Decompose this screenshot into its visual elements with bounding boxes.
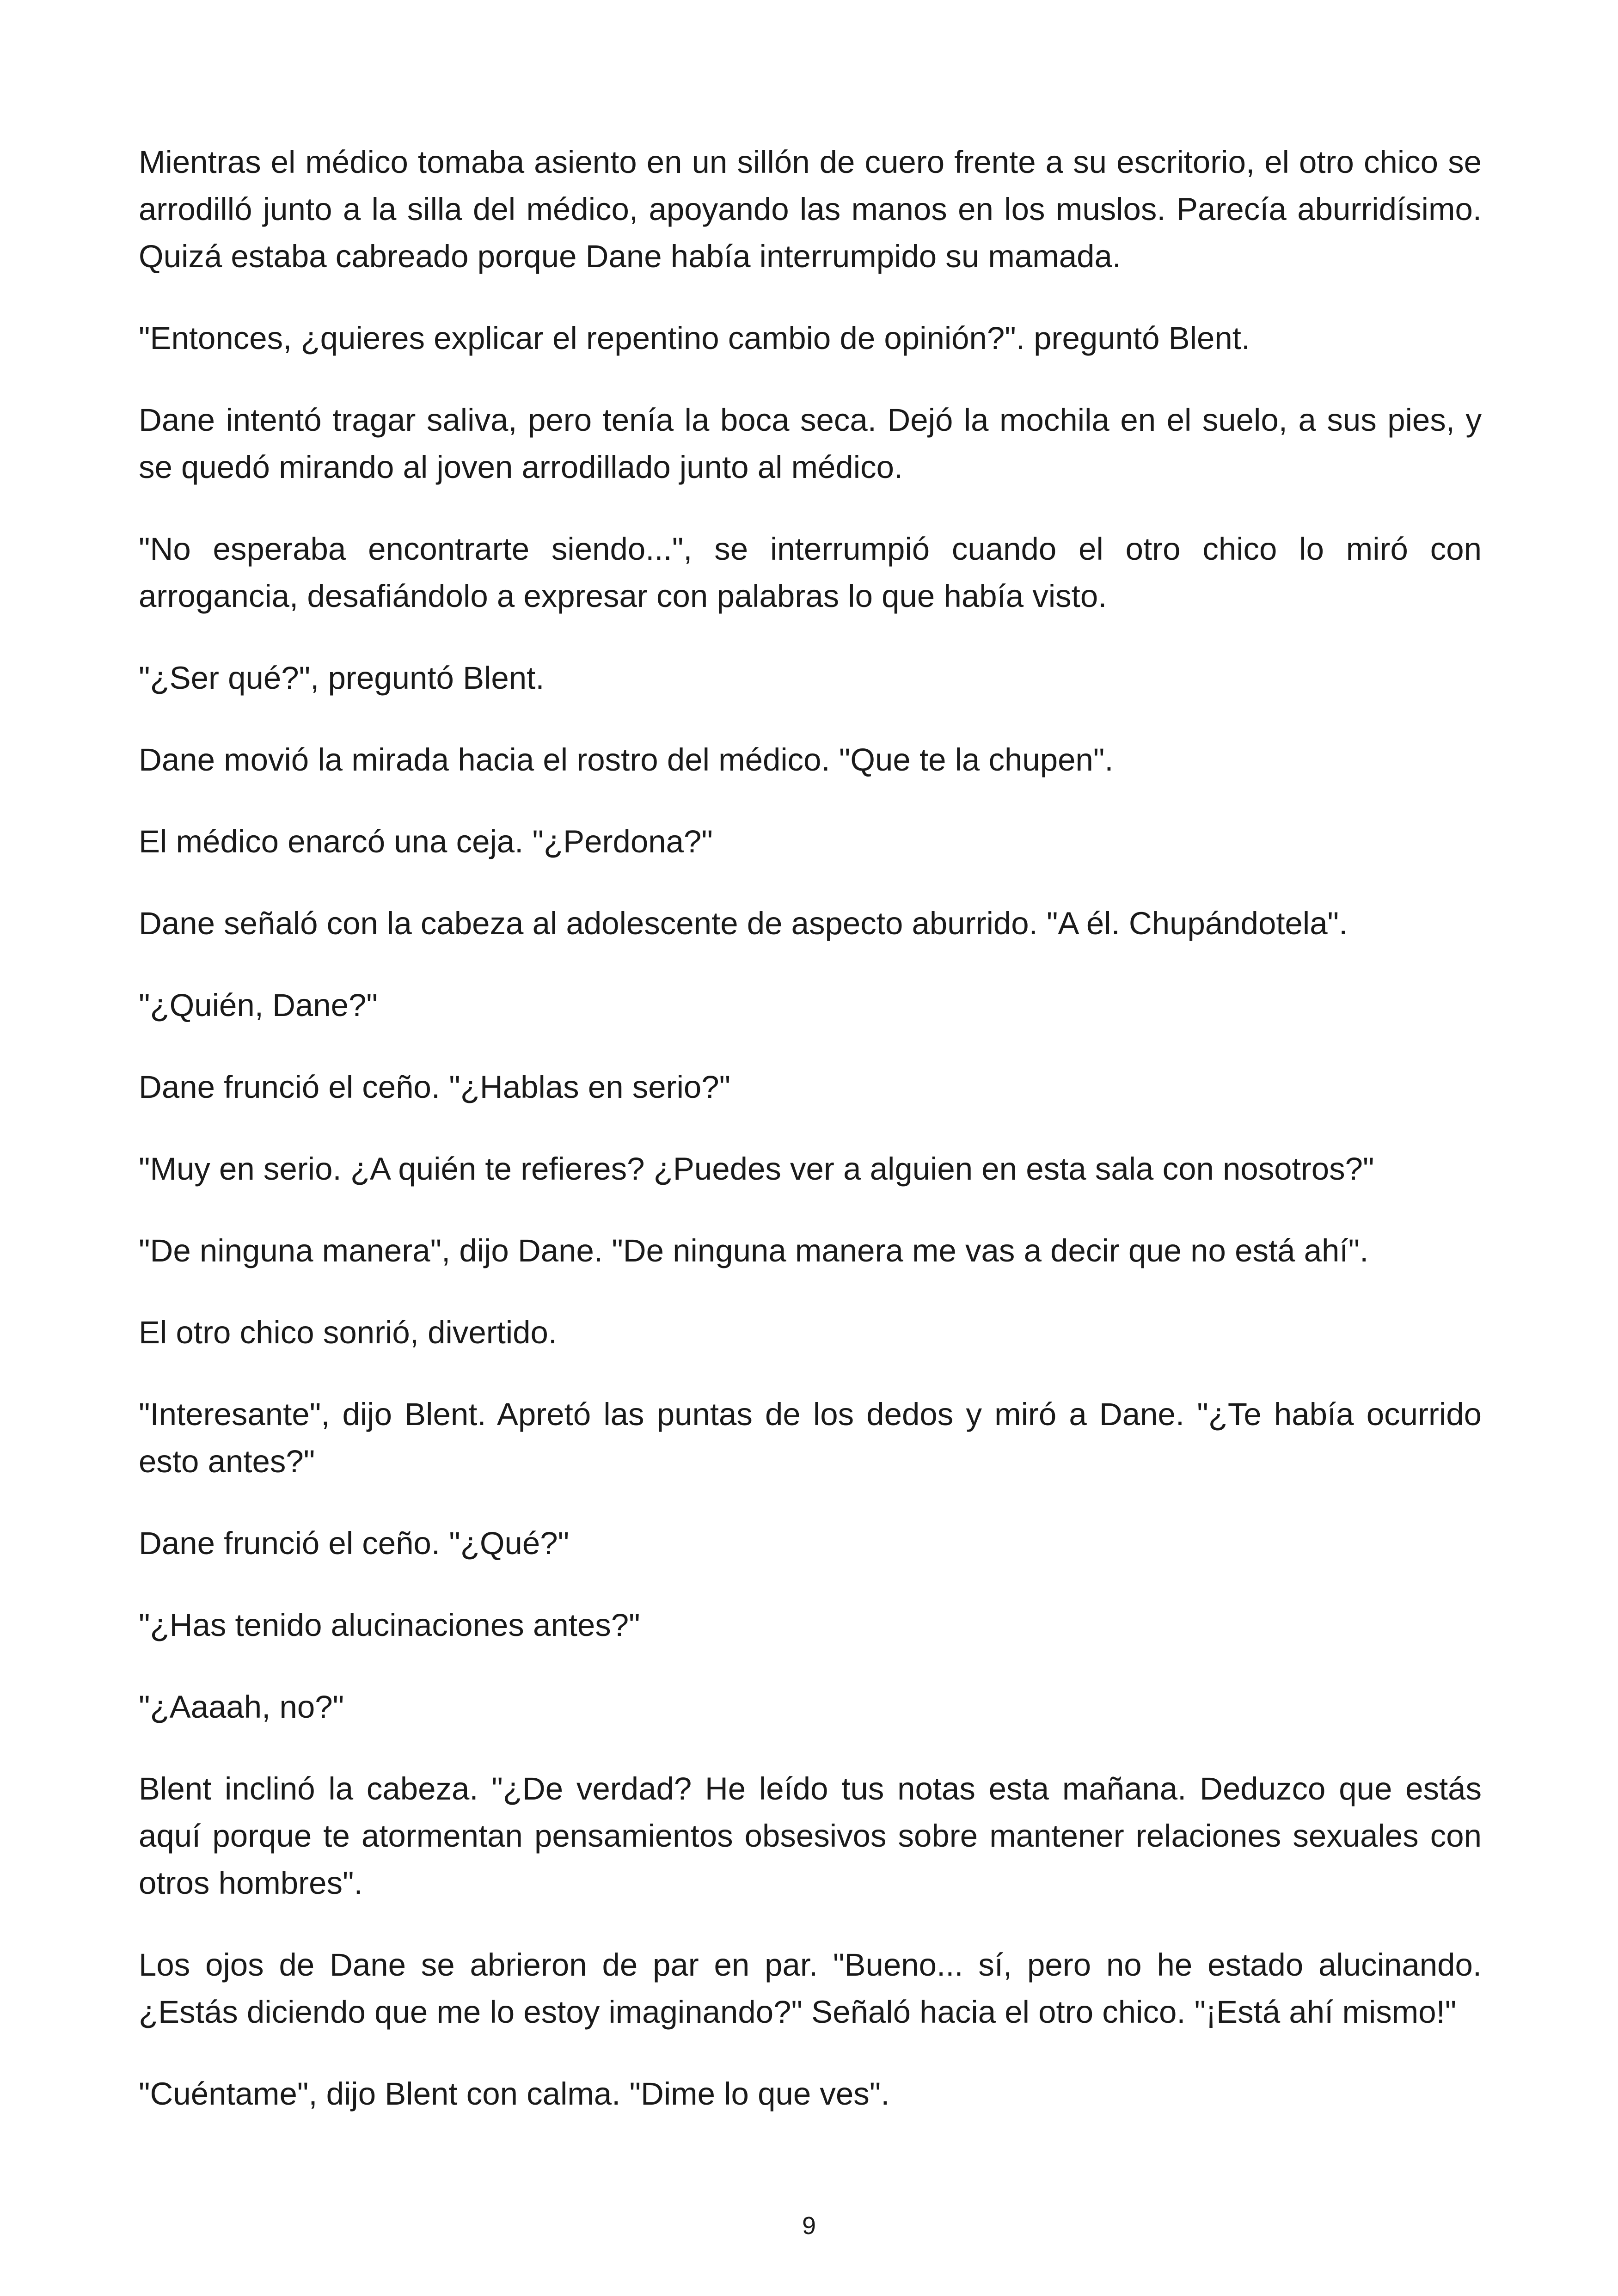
paragraph-17: "¿Aaaah, no?" <box>139 1689 344 1725</box>
paragraph-9: "¿Quién, Dane?" <box>139 987 378 1023</box>
paragraph-5: "¿Ser qué?", preguntó Blent. <box>139 660 545 696</box>
paragraph-7: El médico enarcó una ceja. "¿Perdona?" <box>139 824 713 859</box>
page-number: 9 <box>802 2212 816 2240</box>
page-body <box>139 139 1482 2152</box>
paragraph-4: "No esperaba encontrarte siendo...", se interrumpió cuando el otro chico lo miró con arrogancia, desafiándolo a expresar con palabras lo que había visto. <box>139 531 1482 614</box>
paragraph-18: Blent inclinó la cabeza. "¿De verdad? He leído tus notas esta mañana. Deduzco que estás aquí porque te atormentan pensamientos obsesivos sobre mantener relaciones sexuales con otros hombres". <box>139 1771 1482 1901</box>
paragraph-8: Dane señaló con la cabeza al adolescente de aspecto aburrido. "A él. Chupándotela". <box>139 906 1348 941</box>
paragraph-2: "Entonces, ¿quieres explicar el repentino cambio de opinión?". preguntó Blent. <box>139 320 1250 356</box>
paragraph-13: El otro chico sonrió, divertido. <box>139 1315 558 1350</box>
paragraph-11: "Muy en serio. ¿A quién te refieres? ¿Puedes ver a alguien en esta sala con nosotros?" <box>139 1151 1374 1187</box>
paragraph-15: Dane frunció el ceño. "¿Qué?" <box>139 1525 570 1561</box>
paragraph-16: "¿Has tenido alucinaciones antes?" <box>139 1607 640 1643</box>
paragraph-20: "Cuéntame", dijo Blent con calma. "Dime lo que ves". <box>139 2076 890 2112</box>
paragraph-10: Dane frunció el ceño. "¿Hablas en serio?" <box>139 1069 731 1105</box>
paragraph-6: Dane movió la mirada hacia el rostro del médico. "Que te la chupen". <box>139 742 1114 778</box>
paragraph-3: Dane intentó tragar saliva, pero tenía la boca seca. Dejó la mochila en el suelo, a sus pies, y se quedó mirando al joven arrodillado junto al médico. <box>139 402 1482 485</box>
paragraph-12: "De ninguna manera", dijo Dane. "De ninguna manera me vas a decir que no está ahí". <box>139 1233 1369 1268</box>
paragraph-19: Los ojos de Dane se abrieron de par en par. "Bueno... sí, pero no he estado alucinando. ¿Estás diciendo que me lo estoy imaginando?" Señaló hacia el otro chico. "¡Está ahí mismo!" <box>139 1947 1482 2030</box>
paragraph-1: Mientras el médico tomaba asiento en un sillón de cuero frente a su escritorio, el otro chico se arrodilló junto a la silla del médico, apoyando las manos en los muslos. Parecía aburridísimo. Quizá estaba cabreado porque Dane había interrumpido su mamada. <box>139 144 1482 274</box>
paragraph-14: "Interesante", dijo Blent. Apretó las puntas de los dedos y miró a Dane. "¿Te había ocurrido esto antes?" <box>139 1396 1482 1479</box>
